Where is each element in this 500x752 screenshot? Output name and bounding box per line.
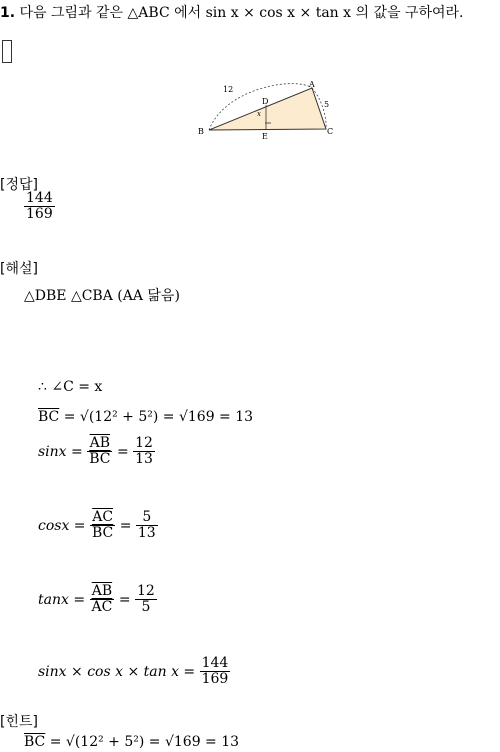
answer-input-box[interactable]: [2, 40, 12, 63]
triangle-figure: [195, 78, 345, 143]
product-equation: sinx × cos x × tan x = $\frac{144}{169}$: [38, 655, 229, 688]
question-number: 1.: [0, 5, 16, 21]
solution-header: [해설]: [0, 261, 38, 277]
tan-equation: tanx = $\frac{\overline{AB}}{AC}$ = $\frac{12}{5}$: [38, 583, 155, 616]
label-a: A: [309, 80, 315, 89]
question-line: [0, 2, 464, 22]
question-text: 다음 그림과 같은 △ABC 에서 sin x × cos x × tan x 의 값을 구하여라.: [19, 5, 464, 21]
label-side-ab: 12: [223, 85, 234, 94]
hint-header: [힌트]: [0, 714, 38, 730]
hint-bc-rhs: = √(12² + 5²) = √169 = 13: [49, 734, 240, 750]
label-side-ac: 5: [324, 100, 330, 109]
bc-segment: $\overline{BC}$: [38, 409, 60, 425]
hint-bc-segment: $\overline{BC}$: [24, 734, 46, 750]
similarity-line: △DBE △CBA (AA 닮음): [24, 288, 180, 304]
bc-equation: [38, 409, 253, 425]
cos-equation: cosx = $\frac{\overline{AC}}{BC}$ = $\frac{5}{13}$: [38, 509, 156, 542]
answer-denominator: 169: [26, 206, 53, 223]
label-x: x: [257, 110, 261, 118]
sin-equation: sinx = $\frac{\overline{AB}}{BC}$ = $\frac{12}{13}$: [38, 435, 153, 468]
label-b: B: [198, 127, 204, 136]
label-c: C: [327, 127, 334, 136]
label-d: D: [262, 97, 269, 106]
triangle-dbe-shading: [209, 88, 326, 130]
bc-rhs: = √(12² + 5²) = √169 = 13: [63, 409, 254, 425]
label-e: E: [262, 132, 268, 141]
answer-fraction: [24, 191, 55, 223]
answer-numerator: 144: [26, 190, 53, 206]
therefore-line: ∴ ∠C = x: [38, 379, 103, 395]
answer-header: [정답]: [0, 177, 38, 193]
hint-bc-equation: [24, 734, 239, 750]
